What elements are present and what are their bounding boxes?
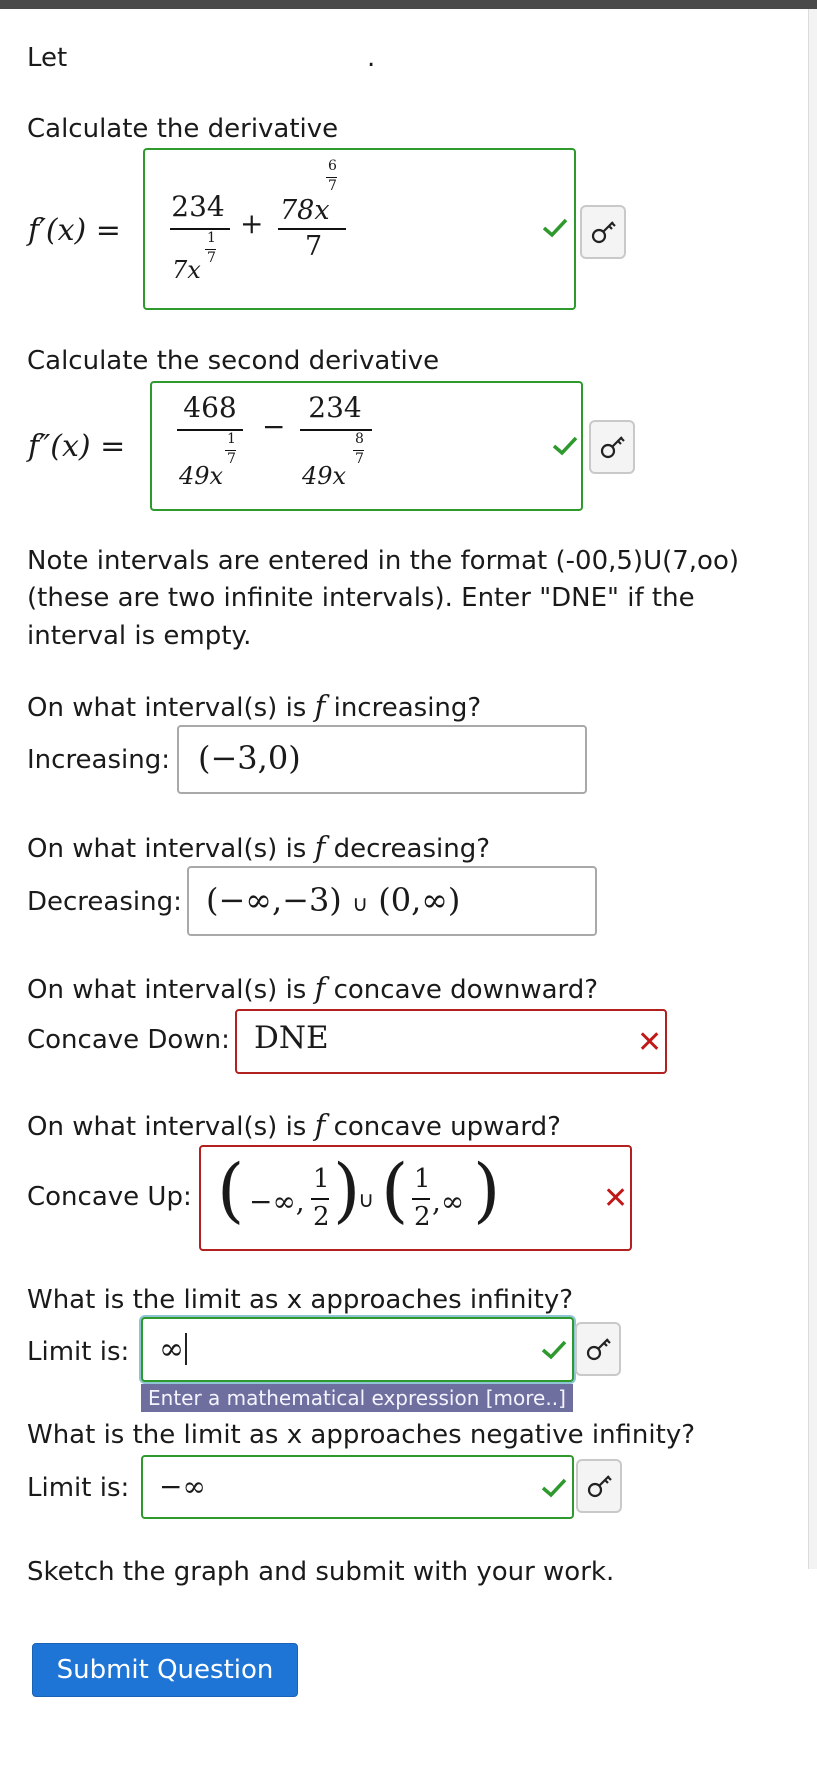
- decreasing-value: (−∞,−3) ∪ (0,∞): [206, 881, 461, 919]
- concave-down-input[interactable]: [235, 1009, 667, 1074]
- derivative-term2-den: 7: [305, 231, 323, 262]
- derivative-term2-exp-num: 6: [328, 158, 337, 174]
- submit-question-button[interactable]: Submit Question: [32, 1643, 298, 1697]
- limit-pos-prompt: What is the limit as x approaches infinity?: [27, 1285, 574, 1315]
- concave-up-left-paren-close: ): [333, 1149, 361, 1231]
- second-derivative-term1-den: 49x: [179, 462, 224, 490]
- second-derivative-prompt: Calculate the second derivative: [27, 346, 440, 376]
- note-line-1: Note intervals are entered in the format (-00,5)U(7,oo): [27, 546, 740, 576]
- derivative-lhs: f′(x) =: [28, 213, 121, 248]
- derivative-term1-exp-den: 7: [207, 250, 216, 266]
- concave-down-label: Concave Down:: [27, 1025, 230, 1055]
- concave-up-right-frac-den: 2: [414, 1202, 431, 1232]
- concave-up-left-frac-bar: [311, 1198, 329, 1200]
- sketch-instruction: Sketch the graph and submit with your work.: [27, 1557, 615, 1587]
- checkmark-icon: [541, 1340, 567, 1360]
- note-line-2: (these are two infinite intervals). Enter "DNE" if the: [27, 583, 695, 613]
- concave-up-input[interactable]: [199, 1145, 632, 1251]
- concave-up-left-value: −∞,: [249, 1185, 305, 1218]
- top-bar: [0, 0, 817, 9]
- key-icon: [584, 1334, 614, 1364]
- second-derivative-term1-num: 468: [183, 391, 237, 424]
- derivative-term1-num: 234: [171, 190, 225, 223]
- x-mark-icon: ✕: [637, 1025, 663, 1060]
- decreasing-question: On what interval(s) is f decreasing?: [27, 830, 491, 864]
- second-derivative-term2-num: 234: [308, 391, 362, 424]
- concave-up-union: ∪: [358, 1188, 375, 1213]
- second-derivative-term2-exp-num: 8: [355, 431, 364, 447]
- concave-up-left-paren-open: (: [217, 1149, 245, 1231]
- second-derivative-preview-key-icon[interactable]: [589, 420, 635, 474]
- concave-up-right-frac-bar: [412, 1198, 430, 1200]
- limit-pos-preview-key-icon[interactable]: [575, 1322, 621, 1376]
- second-derivative-minus: −: [262, 410, 286, 443]
- derivative-term1-bar: [170, 228, 230, 230]
- derivative-term1-exp-num: 1: [207, 230, 216, 246]
- limit-neg-input[interactable]: [141, 1455, 574, 1519]
- concave-up-left-frac-num: 1: [313, 1164, 330, 1194]
- scrollbar-track[interactable]: [808, 9, 817, 1569]
- concave-up-label: Concave Up:: [27, 1182, 192, 1212]
- text-cursor: [185, 1333, 187, 1365]
- limit-neg-prompt: What is the limit as x approaches negative infinity?: [27, 1420, 696, 1450]
- derivative-plus: +: [240, 207, 264, 240]
- limit-neg-value: −∞: [159, 1470, 206, 1503]
- concave-up-right-paren-close: ): [473, 1149, 501, 1231]
- concave-up-right-frac-num: 1: [414, 1164, 431, 1194]
- concave-up-right-value: ,∞: [432, 1185, 465, 1218]
- concave-down-question: On what interval(s) is f concave downward?: [27, 971, 599, 1005]
- key-icon: [589, 217, 619, 247]
- x-mark-icon: ✕: [603, 1181, 629, 1216]
- derivative-input[interactable]: [143, 148, 576, 310]
- increasing-value: (−3,0): [198, 739, 301, 777]
- increasing-input[interactable]: [177, 725, 587, 794]
- limit-pos-value: ∞: [159, 1332, 184, 1367]
- let-text: Let: [27, 43, 68, 73]
- derivative-term2-exp-den: 7: [328, 178, 337, 194]
- let-period: .: [367, 43, 376, 73]
- decreasing-input[interactable]: [187, 866, 597, 936]
- increasing-label: Increasing:: [27, 745, 170, 775]
- second-derivative-term2-den: 49x: [302, 462, 347, 490]
- concave-up-question: On what interval(s) is f concave upward?: [27, 1108, 561, 1142]
- limit-neg-preview-key-icon[interactable]: [576, 1459, 622, 1513]
- limit-neg-label: Limit is:: [27, 1473, 130, 1503]
- derivative-term2-num: 78x: [280, 195, 330, 226]
- concave-up-left-frac-den: 2: [313, 1202, 330, 1232]
- derivative-prompt: Calculate the derivative: [27, 114, 339, 144]
- checkmark-icon: [541, 1478, 567, 1498]
- limit-pos-label: Limit is:: [27, 1337, 130, 1367]
- decreasing-label: Decreasing:: [27, 887, 182, 917]
- second-derivative-term1-exp-num: 1: [227, 431, 236, 447]
- checkmark-icon: [552, 436, 578, 456]
- key-icon: [598, 432, 628, 462]
- second-derivative-term1-exp-den: 7: [227, 451, 236, 467]
- key-icon: [585, 1471, 615, 1501]
- second-derivative-input[interactable]: [150, 381, 583, 511]
- note-line-3: interval is empty.: [27, 621, 252, 651]
- concave-down-value: DNE: [254, 1020, 329, 1056]
- input-hint-tooltip[interactable]: Enter a mathematical expression [more..]: [141, 1384, 573, 1412]
- increasing-question: On what interval(s) is f increasing?: [27, 689, 482, 723]
- derivative-term1-den: 7x: [172, 256, 201, 284]
- second-derivative-term2-exp-den: 7: [355, 451, 364, 467]
- checkmark-icon: [542, 218, 568, 238]
- limit-pos-input[interactable]: [141, 1317, 574, 1382]
- derivative-preview-key-icon[interactable]: [580, 205, 626, 259]
- concave-up-right-paren-open: (: [381, 1149, 409, 1231]
- second-derivative-lhs: f″(x) =: [28, 429, 126, 464]
